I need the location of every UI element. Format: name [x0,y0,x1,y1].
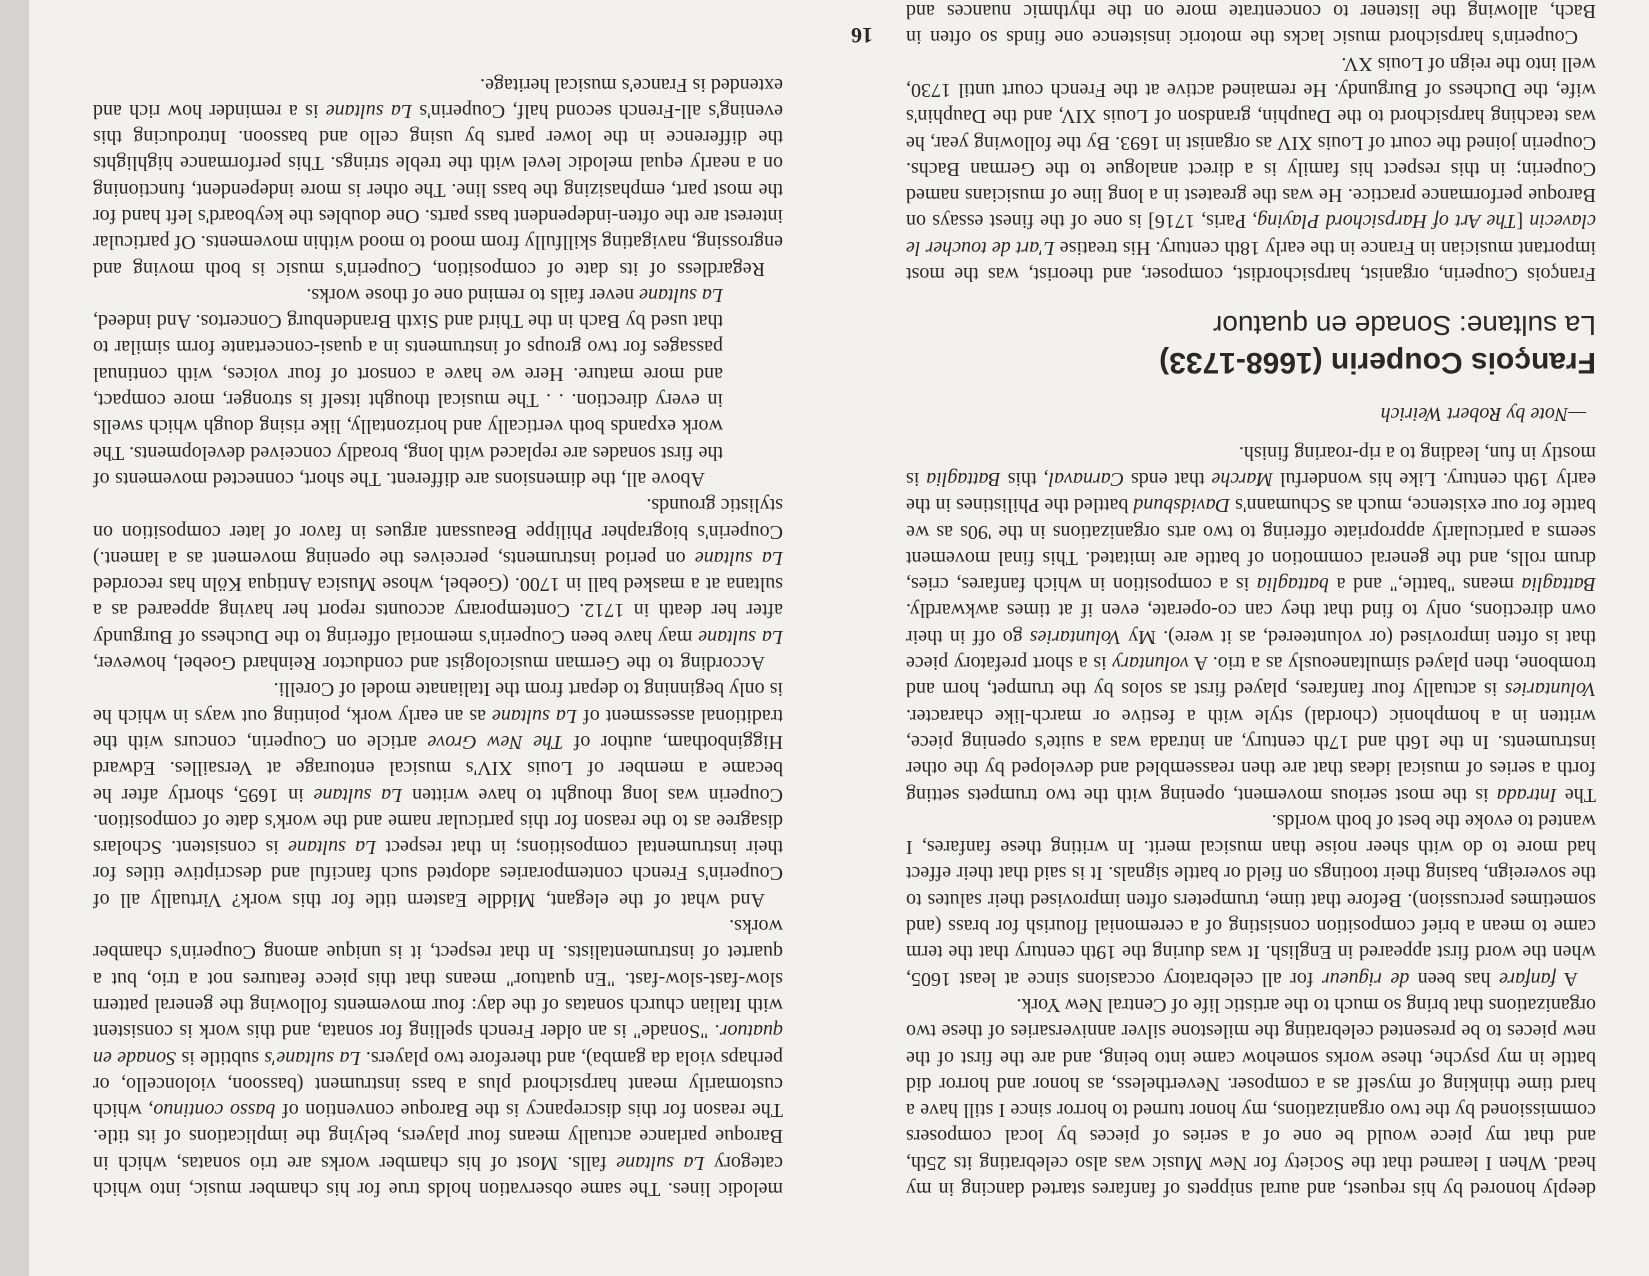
paragraph: A fanfare has been de rigueur for all celebratory occasions since at least 1605, when the word first appeared in English. It was during the 19th century that the term came to mean a brief composition consisting of a ceremonial flourish for brass (and sometimes percussion). Before that time, trumpeters often improvised their salutes to the sovereign, basing their tootings on field or battle signals. It is said that their effect had more to do with sheer noise than musical merit. In writing these fanfares, I wanted to evoke the best of both worlds. [906,809,1596,990]
right-column [93,71,783,1202]
section-subheading: La sultane: Sonade en quatuor [1213,310,1596,342]
paragraph: deeply honored by his request, and aural snippets of fanfares started dancing in my head. When I learned that the Society for New Music was also celebrating its 25th, and that my piece would be one of a series of pieces by local composers commissioned by the two organizations, my honor turned to horror since I still have a hard time thinking of myself as a composer. Nevertheless, as honor and horror did battle in my psyche, these works somehow came into being, and are the first of the new pieces to be presented celebrating the milestone silver anniversaries of these two organizations that bring so much to the artistic life of Central New York. [906,993,1596,1200]
left-column [906,0,1596,1202]
block-quote: Above all, the dimensions are different. The short, connected movements of the first sonades are replaced with long, broadly conceived developments. The work expands both vertically and horizontally, like rising dough which swells in every direction. . . The musical thought itself is stronger, more compact, and more mature. Here we have a consort of four voices, with continual passages for two groups of instruments in a quasi-concertante form similar to that used by Bach in the Third and Sixth Brandenburg Concertos. And indeed, La sultane never fails to remind one of those works. [93,283,723,490]
paragraph: Regardless of its date of composition, Couperin's music is both moving and engrossing, navigating skillfully from mood to mood within movements. Of particular interest are the often-independent bass parts. One doubles the keyboard's left hand for the most part, emphasizing the bass line. The other is more independent, functioning on a nearly equal melodic level with the treble strings. This performance highlights the difference in the lower parts by using cello and bassoon. Introducing this evening's all-French second half, Couperin's La sultane is a reminder how rich and extended is France's musical heritage. [93,73,783,280]
paragraph: And what of the elegant, Middle Eastern title for this work? Virtually all of Couperin's French contemporaries adopted such fanciful and descriptive titles for their instrumental compositions; in that respect La sultane is consistent. Scholars disagree as to the reason for this particular name and the work's date of composition. Couperin was long thought to have written La sultane in 1695, shortly after he became a member of Louis XIV's musical entourage at Versailles. Edward Higginbotham, author of The New Grove article on Couperin, concurs with the traditional assessment of La sultane as an early work, pointing out ways in which he is only beginning to depart from the Italianate model of Corelli. [92,678,783,911]
page-number: 16 [851,23,873,48]
note-signature: —Note by Robert Weirich [1380,403,1586,426]
section-heading: François Couperin (1668-1733) [1159,346,1596,380]
paragraph: The Intrada is the most serious movement, opening with the two trumpets setting forth a series of musical ideas that are then reassembled and developed by the other instruments. In the 16th and 17th century, an intrada was a suite's opening piece, written in a homphonic (chordal) style with a festive or march-like character. Voluntaries is actually four fanfares, played first as solos by the trumpet, horn and trombone, then played simultaneously as a trio. A voluntary is a short prefatory piece that is often improvised (or volunteered, as it were). My Voluntaries go off in their own directions, only to find that they can co-operate, even if at times awkwardly. Battaglia means "battle," and a battaglia is a composition in which fanfares, cries, drum rolls, and the general commotion of battle are imitated. This final movement seems a particularly appropriate offering to two arts organizations in the '90s as we battle for our existence, much as Schumann's Davidsbund battled the Philistines in the early 19th century. Like his wonderful Marche that ends Carnaval, this Battaglia is mostly in fun, leading to a rip-roaring finish. [905,441,1596,806]
paragraph: Couperin's harpsichord music lacks the motoric insistence one finds so often in Bach, allowing the listener to concentrate more on the rhythmic nuances and [906,0,1596,49]
page-edge-shadow [0,0,29,1276]
paragraph: François Couperin, organist, harpsichordist, composer, and theorist, was the most important musician in France in the early 18th century. His treatise L'art de toucher le clavecin [The Art of Harpsichord Playing, Paris, 1716] is one of the finest essays on Baroque performance practice. He was the greatest in a long line of musicians named Couperin; in this respect his family is a direct analogue to the German Bachs. Couperin joined the court of Louis XIV as organist in 1693. By the following year, he was teaching harpsichord to the Dauphin, grandson of Louis XIV, and the Dauphin's wife, the Duchess of Burgundy. He remained active at the French court until 1730, well into the reign of Louis XV. [906,52,1596,286]
paragraph: According to the German musicologist and conductor Reinhard Goebel, however, La sultane may have been Couperin's memorial offering to the Duchess of Burgundy after her death in 1712. Contemporary accounts report her having appeared as a sultana at a masked ball in 1700. (Goebel, whose Musica Antiqua Köln has recorded La sultane on period instruments, perceives the opening movement as a lament.) Couperin's biographer Philippe Beaussant argues in favor of later composition on stylistic grounds. [93,494,783,675]
paragraph: melodic lines. The same observation holds true for his chamber music, into which category La sultane falls. Most of his chamber works are trio sonatas, which in Baroque parlance actually means four players, belying the implications of its title. The reason for this discrepancy is the Baroque convention of basso continuo, which customarily meant harpsichord plus a bass instrument (bassoon, violoncello, or perhaps viola da gamba), and therefore two players. La sultane's subtitle is Sonade en quatuor. "Sonade" is an older French spelling for sonata, and this work is consistent with Italian church sonatas of the day: four movements following the general pattern slow-fast-slow-fast. "En quatuor" means that this piece features not a trio, but a quartet of instrumentalists. In that respect, it is unique among Couperin's chamber works. [93,915,783,1200]
